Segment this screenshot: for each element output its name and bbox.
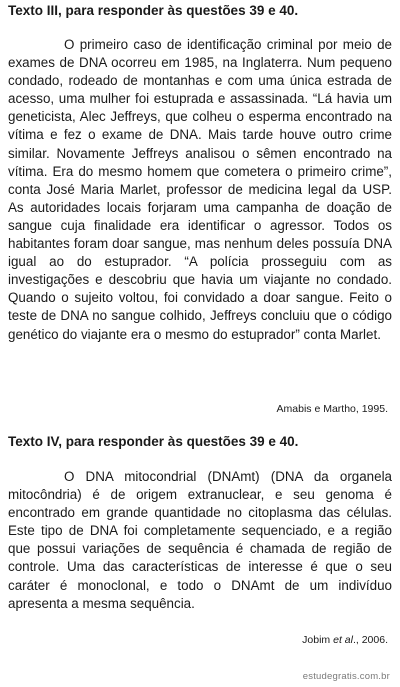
texto-iii-citation: Amabis e Martho, 1995. xyxy=(276,403,388,415)
site-watermark: estudegratis.com.br xyxy=(302,671,390,682)
texto-iv-heading: Texto IV, para responder às questões 39 e 40. xyxy=(8,434,299,449)
texto-iii-body: O primeiro caso de identificação criminal por meio de exames de DNA ocorreu em 1985, na Inglaterra. Num pequeno condado, rodeado de montanhas e com uma única estrada de acesso, uma mulher foi estuprada e assassinada. “Lá havia um geneticista, Alec Jeffreys, que colheu o esperma encontrado na vítima e fez o exame de DNA. Mais tarde houve outro crime similar. Novamente Jeffreys analisou o sêmen encontrado na vítima. Era do mesmo homem que cometera o primeiro crime”, conta José Maria Marlet, professor de medicina legal da USP. As autoridades locais forjaram uma campanha de doação de sangue cuja finalidade era identificar o agressor. Todos os habitantes foram doar sangue, mas nenhum deles possuía DNA igual ao do estuprador. “A polícia prosseguiu com as investigações e descobriu que havia um viajante no condado. Quando o sujeito voltou, foi convidado a doar sangue. Feito o teste de DNA no sangue colhido, Jeffreys concluiu que o código genético do viajante era o mesmo do estuprador” conta Marlet. xyxy=(8,37,392,342)
citation-et-al: et al xyxy=(333,634,353,646)
texto-iv-citation xyxy=(302,634,388,647)
citation-year: ., 2006. xyxy=(352,634,388,646)
citation-author: Jobim xyxy=(302,634,334,646)
texto-iii-heading: Texto III, para responder às questões 39 e 40. xyxy=(8,3,299,18)
texto-iv-body: O DNA mitocondrial (DNAmt) (DNA da organela mitocôndria) é de origem extranuclear, e seu genoma é encontrado em grande quantidade no citoplasma das células. Este tipo de DNA foi completamente sequenciado, e a região que possui variações de sequência é chamada de região de controle. Uma das características de interesse é que o seu caráter é monoclonal, e todo o DNAmt de um indivíduo apresenta a mesma sequência. xyxy=(8,469,392,611)
